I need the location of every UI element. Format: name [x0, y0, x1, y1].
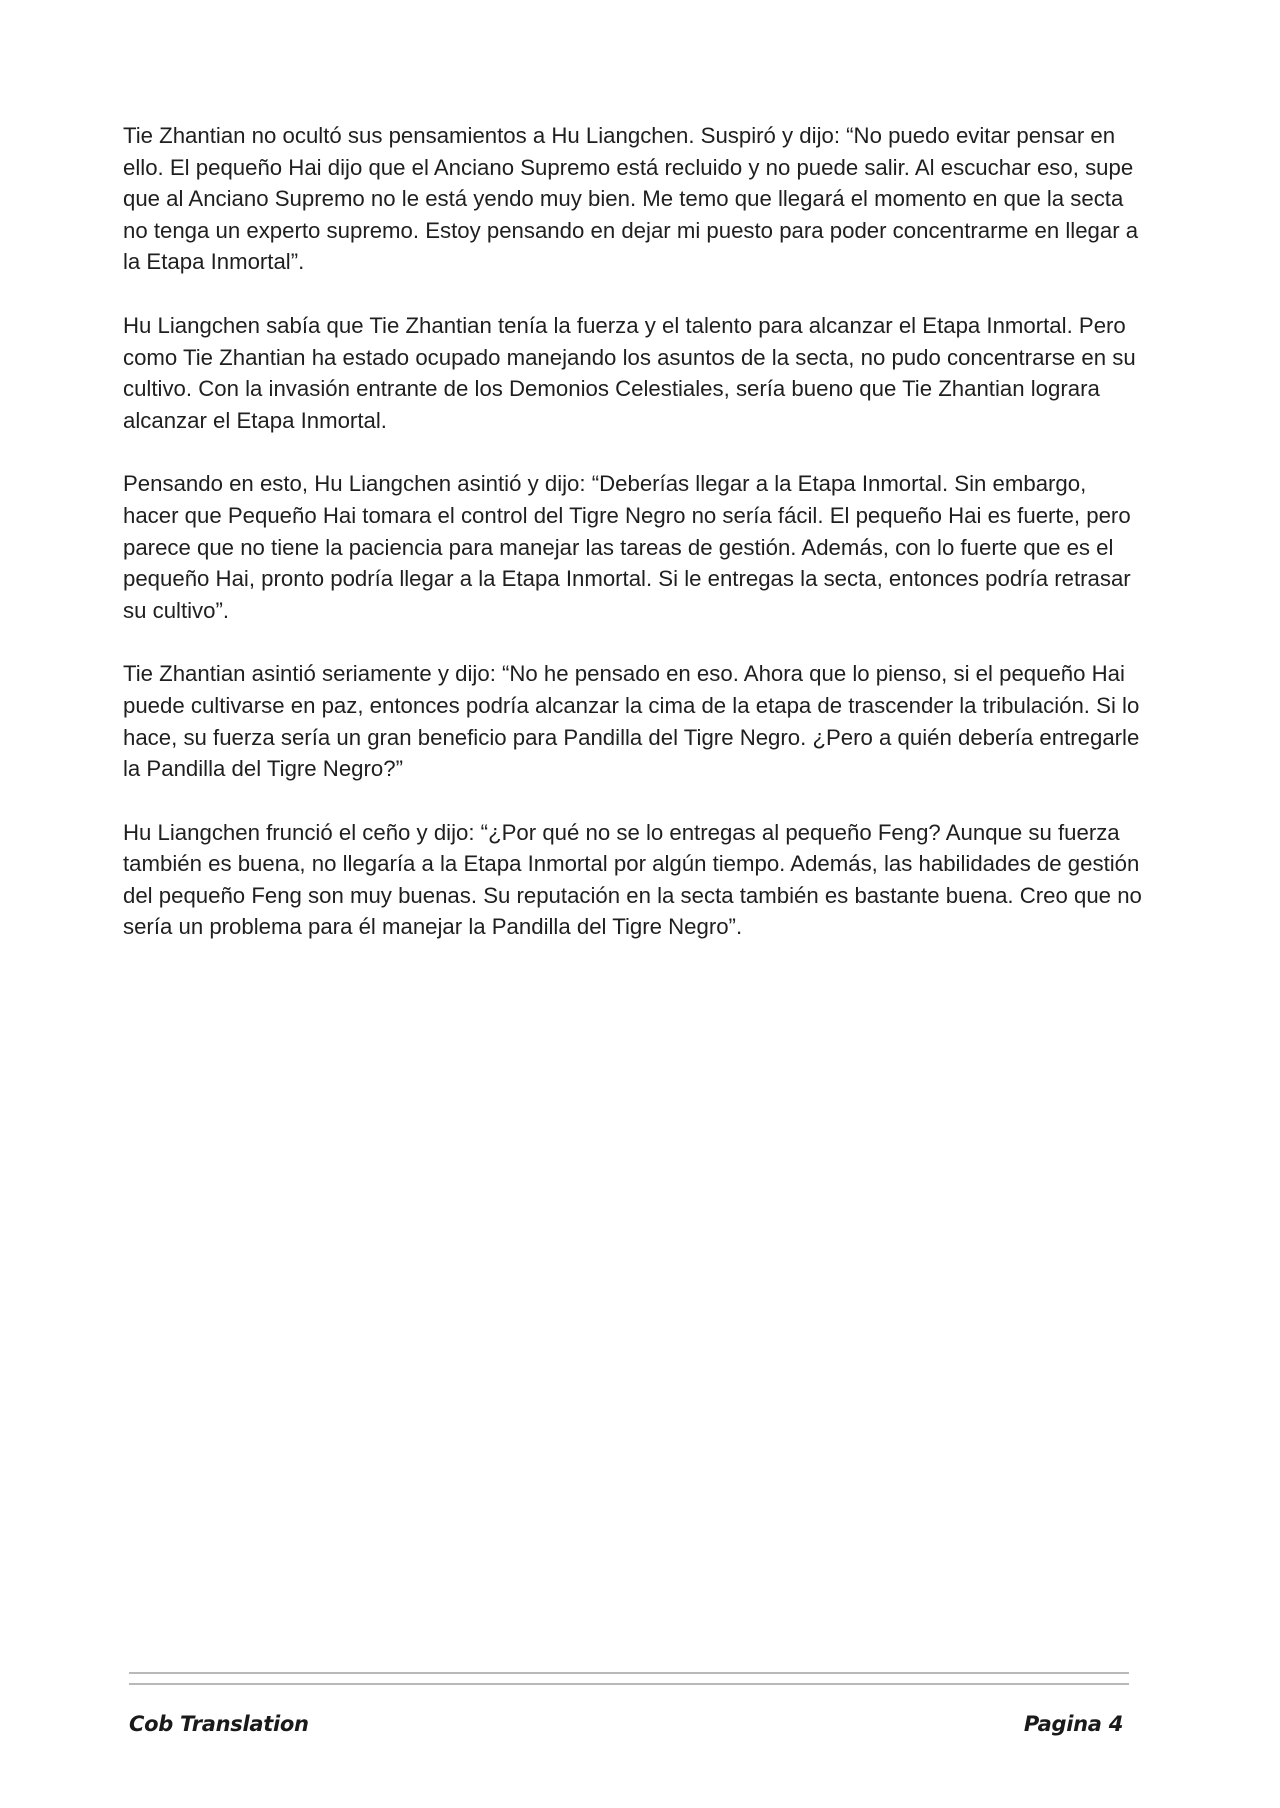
paragraph: Hu Liangchen sabía que Tie Zhantian tenía la fuerza y el talento para alcanzar el Etapa Inmortal. Pero como Tie Zhantian ha estado ocupado manejando los asuntos de la secta, no pudo concentrarse en su cultivo. Con la invasión entrante de los Demonios Celestiales, sería bueno que Tie Zhantian lograra alcanzar el Etapa Inmortal.: [123, 312, 1136, 433]
footer-publisher: Cob Translation: [129, 1712, 309, 1736]
document-body: [123, 120, 1143, 975]
footer-divider-bottom: [129, 1683, 1129, 1685]
paragraph: Pensando en esto, Hu Liangchen asintió y dijo: “Deberías llegar a la Etapa Inmortal. Sin embargo, hacer que Pequeño Hai tomara el control del Tigre Negro no sería fácil. El pequeño Hai es fuerte, pero parece que no tiene la paciencia para manejar las tareas de gestión. Además, con lo fuerte que es el pequeño Hai, pronto podría llegar a la Etapa Inmortal. Si le entregas la secta, entonces podría retrasar su cultivo”.: [123, 471, 1131, 623]
footer-divider-top: [129, 1672, 1129, 1674]
footer-page-number: Pagina 4: [1023, 1712, 1123, 1736]
paragraph: Tie Zhantian asintió seriamente y dijo: “No he pensado en eso. Ahora que lo pienso, si el pequeño Hai puede cultivarse en paz, entonces podría alcanzar la cima de la etapa de trascender la tribulación. Si lo hace, su fuerza sería un gran beneficio para Pandilla del Tigre Negro. ¿Pero a quién debería entregarle la Pandilla del Tigre Negro?”: [123, 661, 1140, 782]
paragraph: Tie Zhantian no ocultó sus pensamientos a Hu Liangchen. Suspiró y dijo: “No puedo evitar pensar en ello. El pequeño Hai dijo que el Anciano Supremo está recluido y no puede salir. Al escuchar eso, supe que al Anciano Supremo no le está yendo muy bien. Me temo que llegará el momento en que la secta no tenga un experto supremo. Estoy pensando en dejar mi puesto para poder concentrarme en llegar a la Etapa Inmortal”.: [123, 123, 1139, 275]
paragraph: Hu Liangchen frunció el ceño y dijo: “¿Por qué no se lo entregas al pequeño Feng? Aunque su fuerza también es buena, no llegaría a la Etapa Inmortal por algún tiempo. Además, las habilidades de gestión del pequeño Feng son muy buenas. Su reputación en la secta también es bastante buena. Creo que no sería un problema para él manejar la Pandilla del Tigre Negro”.: [123, 819, 1142, 940]
